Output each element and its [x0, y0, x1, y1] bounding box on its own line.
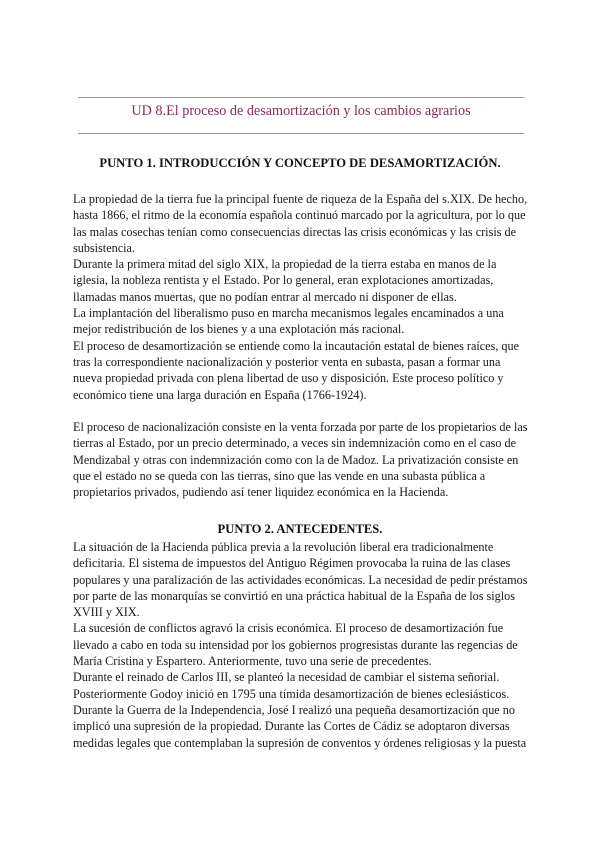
text-line: tierras al Estado, por un precio determinado, a veces sin indemnización como en el caso de: [73, 436, 516, 451]
text-line: La propiedad de la tierra fue la principal fuente de riqueza de la España del s.XIX. De hecho,: [73, 192, 528, 206]
text-line: por parte de las monarquías se convirtió en una práctica habitual de la España de los siglos: [73, 588, 515, 603]
document-title: UD 8.El proceso de desamortización y los cambios agrarios: [131, 103, 471, 119]
text-line: nueva propiedad privada con plena libertad de uso y disposición. Este proceso político y: [73, 371, 504, 386]
section-1-body: [73, 191, 527, 501]
text-line: que el estado no se queda con las tierras, sino que las vende en una subasta pública a: [73, 469, 486, 484]
text-line: María Cristina y Espartero. Anteriormente, tuvo una serie de precedentes.: [73, 654, 432, 669]
text-line: implicó una supresión de la propiedad. Durante las Cortes de Cádiz se adoptaron diversas: [73, 719, 510, 734]
text-line: deficitaria. El sistema de impuestos del Antiguo Régimen provocaba la ruina de las clases: [73, 556, 511, 571]
section-1-heading: PUNTO 1. INTRODUCCIÓN Y CONCEPTO DE DESAMORTIZACIÓN.: [99, 156, 501, 170]
text-line: Durante la Guerra de la Independencia, José I realizó una pequeña desamortización que no: [73, 702, 515, 717]
text-line: propietarios privados, pudiendo así tener liquidez económica en la Hacienda.: [73, 485, 449, 500]
text-line: llevado a cabo en toda su intensidad por los gobiernos progresistas durante las regencias de: [73, 637, 518, 652]
text-line: económico tiene una larga duración en España (1766-1924).: [73, 387, 367, 402]
text-line: El proceso de nacionalización consiste en la venta forzada por parte de los propietarios de las: [73, 420, 528, 435]
text-line: tras la correspondiente nacionalización y posterior venta en subasta, pasan a formar una: [73, 354, 501, 369]
text-line: las malas cosechas tenían como consecuencias directas las crisis económicas y las crisis de: [73, 224, 516, 239]
text-line: subsistencia.: [73, 240, 135, 255]
text-line: populares y una paralización de las actividades económicas. La necesidad de pedir préstamos: [73, 572, 528, 587]
title-top-rule: [78, 97, 524, 98]
text-line: hasta 1866, el ritmo de la economía española continuó marcado por la agricultura, por lo que: [73, 208, 526, 223]
text-line: Mendizabal y otras con indemnización como con la de Madoz. La privatización consiste en: [73, 452, 519, 467]
text-line: La sucesión de conflictos agravó la crisis económica. El proceso de desamortización fue: [73, 621, 504, 636]
text-line: Posteriormente Godoy inició en 1795 una tímida desamortización de bienes eclesiásticos.: [73, 686, 510, 701]
text-line: [73, 403, 527, 419]
text-line: Durante el reinado de Carlos III, se planteó la necesidad de cambiar el sistema señorial.: [73, 670, 500, 685]
text-line: llamadas manos muertas, que no podían entrar al mercado ni disponer de ellas.: [73, 289, 457, 304]
text-line: La situación de la Hacienda pública previa a la revolución liberal era tradicionalmente: [73, 540, 494, 554]
text-line: XVIII y XIX.: [73, 605, 140, 620]
text-line: Durante la primera mitad del siglo XIX, la propiedad de la tierra estaba en manos de la: [73, 257, 497, 272]
text-line: medidas legales que contemplaban la supresión de conventos y órdenes religiosas y la puesta: [73, 735, 527, 750]
section-2-heading: PUNTO 2. ANTECEDENTES.: [217, 522, 383, 536]
text-line: iglesia, la nobleza rentista y el Estado. Por lo general, eran explotaciones amortizadas,: [73, 273, 494, 288]
text-line: La implantación del liberalismo puso en marcha mecanismos legales encaminados a una: [73, 306, 504, 321]
title-bottom-rule: [78, 133, 524, 134]
section-2-body: [73, 539, 527, 751]
text-line: El proceso de desamortización se entiende como la incautación estatal de bienes raíces, que: [73, 338, 520, 353]
text-line: mejor redistribución de los bienes y a una explotación más racional.: [73, 322, 405, 337]
